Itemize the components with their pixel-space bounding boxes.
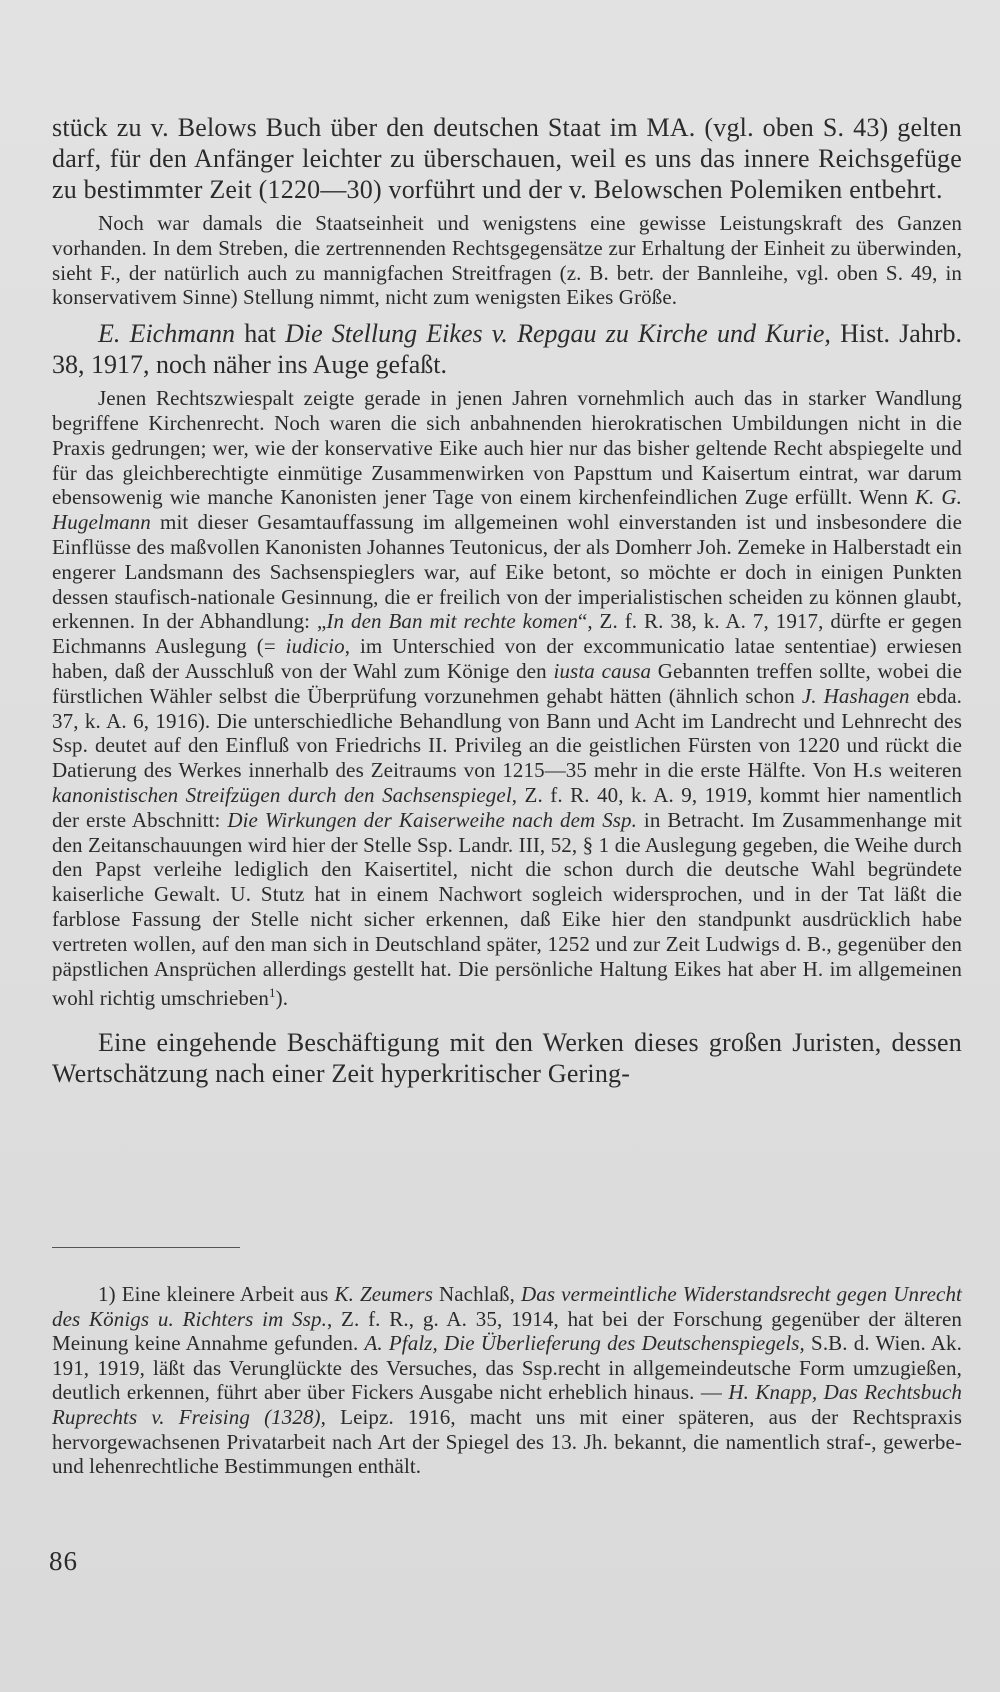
author-hashagen: J. Hashagen: [801, 683, 910, 708]
footnote-ref: 1: [269, 985, 276, 1001]
paragraph-continuation: stück zu v. Belows Buch über den deutschen Staat im MA. (vgl. oben S. 43) gelten darf, für den Anfänger leichter zu überschauen, weil es uns das innere Reichsgefüge zu bestimmter Zeit (1220—30) vorführt und der v. Belowschen Polemiken entbehrt.: [52, 113, 962, 204]
paragraph-eichmann: E. Eichmann hat Die Stellung Eikes v. Repgau zu Kirche und Kurie, Hist. Jahrb. 38, 1917, noch näher ins Auge gefaßt.: [52, 319, 962, 380]
footnote-text: 1) Eine kleinere Arbeit aus K. Zeumers Nachlaß, Das vermeintliche Widerstandsrecht gegen Unrecht des Königs u. Richters im Ssp., Z. f. R., g. A. 35, 1914, hat bei der Forschung gegenüber der älteren Meinung keine Annahme gefunden. A. Pfalz, Die Überlieferung des Deutschenspiegels, S.B. d. Wien. Ak. 191, 1919, läßt das Verunglückte des Versuches, das Ssp.recht in allgemeindeutsche Form umzugießen, deutlich erkennen, führt aber über Fickers Ausgabe nicht erheblich hinaus. — H. Knapp, Das Rechtsbuch Ruprechts v. Freising (1328), Leipz. 1916, macht uns mit einer späteren, aus der Rechtspraxis hervorgewachsenen Privatarbeit nach Art der Spiegel des 13. Jh. bekannt, die namentlich straf-, gewerbe- und lehenrechtliche Bestimmungen enthält.: [52, 1282, 963, 1479]
paragraph-rechtszwiespalt: Jenen Rechtszwiespalt zeigte gerade in jenen Jahren vornehmlich auch das in starker Wandlung begriffene Kirchenrecht. Noch waren die sich anbahnenden hierokratischen Umbildungen nicht in die Praxis gedrungen; wer, wie der konservative Eike auch hier nur das bisher geltende Recht abspiegelte und für das gleichberechtigte einmütige Zusammenwirken von Papsttum und Kaisertum eintrat, war darum ebensowenig wie manche Kanonisten jener Tage von einem kirchenfeindlichen Zuge erfüllt. Wenn K. G. Hugelmann mit dieser Gesamtauffassung im allgemeinen wohl einverstanden ist und insbesondere die Einflüsse des maßvollen Kanonisten Johannes Teutonicus, der als Domherr Joh. Zemeke in Halberstadt ein engerer Landsmann des Sachsenspieglers war, auf Eike betont, so möchte er doch in einigen Punkten dessen staufisch-nationale Gesinnung, die er freilich von der imperialistischen scheiden zu können glaubt, erkennen. In der Abhandlung: „In den Ban mit rechte komen“, Z. f. R. 38, k. A. 7, 1917, dürfte er gegen Eichmanns Auslegung (= iudicio, im Unterschied von der excommunicatio latae sententiae) erwiesen haben, daß der Ausschluß von der Wahl zum Könige den iusta causa Gebannten treffen sollte, wobei die fürstlichen Wähler selbst die Überprüfung vorzunehmen gehabt hätten (ähnlich schon J. Hashagen ebda. 37, k. A. 6, 1916). Die unterschiedliche Behandlung von Bann und Acht im Landrecht und Lehnrecht des Ssp. deutet auf den Einfluß von Friedrichs II. Privileg an die geistlichen Fürsten von 1220 und rückt die Datierung des Werkes innerhalb des Zeitraums von 1215—35 mehr in die erste Hälfte. Von H.s weiteren kanonistischen Streifzügen durch den Sachsenspiegel, Z. f. R. 40, k. A. 9, 1919, kommt hier namentlich der erste Abschnitt: Die Wirkungen der Kaiserweihe nach dem Ssp. in Betracht. Im Zusammenhange mit den Zeitanschauungen wird hier der Stelle Ssp. Landr. III, 52, § 1 die Auslegung gegeben, die Weihe durch den Papst verleihe lediglich den Kaisertitel, nicht die schon durch die deutsche Wahl begründete kaiserliche Gewalt. U. Stutz hat in einem Nachwort sogleich widersprochen, und in der Tat läßt die farblose Fassung der Stelle nicht sicher erkennen, daß Eike hier den standpunkt ausdrücklich habe vertreten wollen, auf den man sich in Deutschland später, 1252 und zur Zeit Ludwigs d. B., gegenüber den päpstlichen Ansprüchen allerdings gestellt hat. Die persönliche Haltung Eikes hat aber H. im allgemeinen wohl richtig umschrieben$^1$).: [52, 386, 963, 1011]
main-text: [52, 112, 962, 1089]
paragraph-beschaeftigung: Eine eingehende Beschäftigung mit den Werken dieses großen Juristen, dessen Wertschätzung nach einer Zeit hyperkritischer Gering-: [52, 1028, 962, 1089]
author-hugelmann: K. G. Hugelmann: [52, 485, 962, 535]
page-number: 86: [49, 1546, 78, 1576]
author-eichmann: E. Eichmann: [98, 319, 235, 349]
title-stellung-eikes: Die Stellung Eikes v. Repgau zu Kirche und Kurie,: [285, 319, 831, 349]
paragraph-staatseinheit: Noch war damals die Staatseinheit und wenigstens eine gewisse Leistungskraft des Ganzen vorhanden. In dem Streben, die zertrennenden Rechtsgegensätze zur Erhaltung der Einheit zu überwinden, sieht F., der natürlich auch zu mannigfachen Streitfragen (z. B. betr. der Bannleihe, vgl. oben S. 49, in konservativem Sinne) Stellung nimmt, nicht zum wenigsten Eikes Größe.: [52, 211, 962, 310]
footnote-divider: [52, 1247, 240, 1248]
footnote: [52, 1282, 962, 1479]
